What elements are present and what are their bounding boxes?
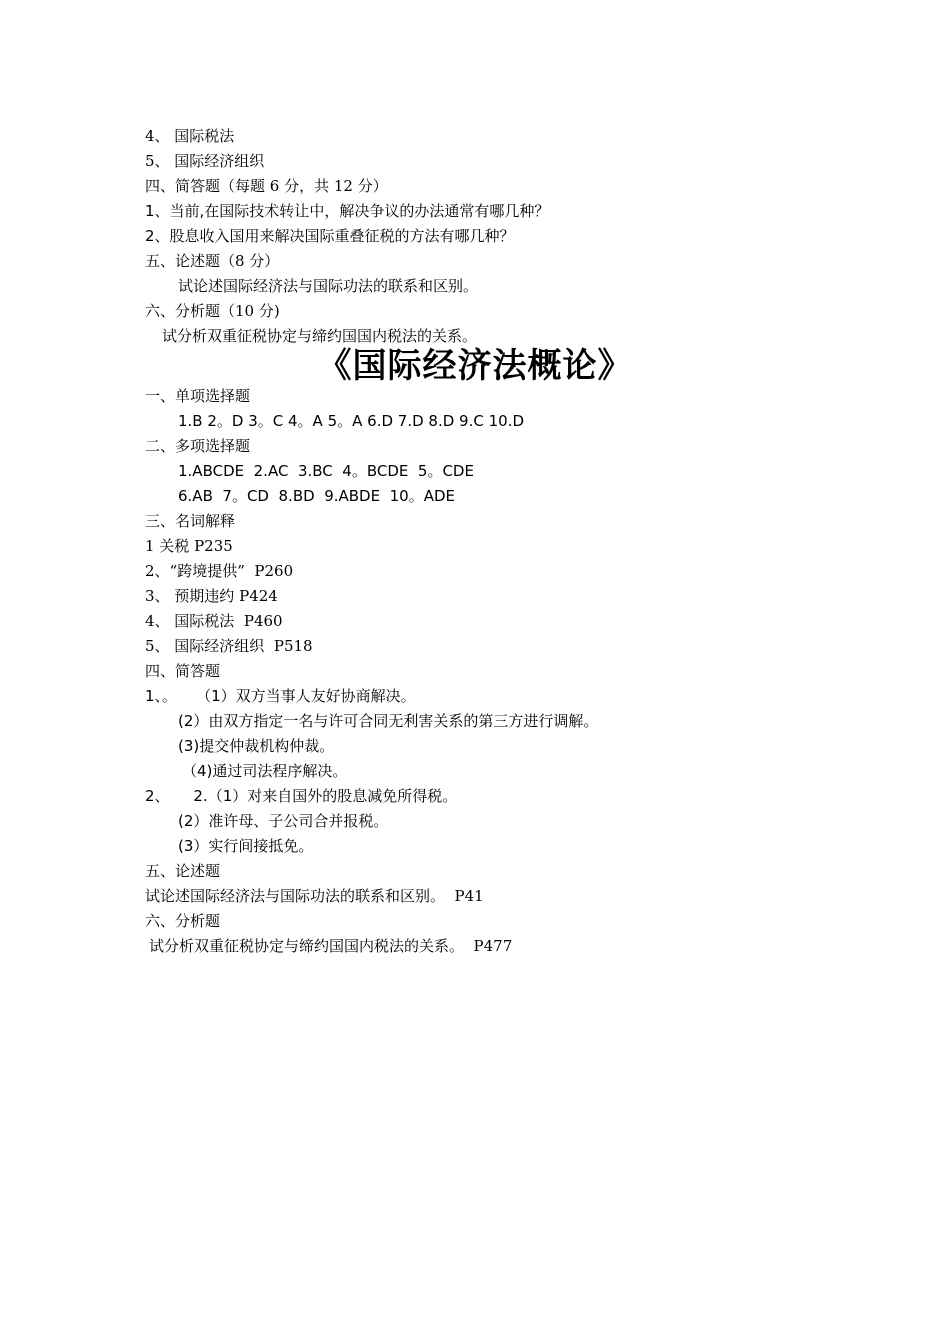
section-heading: 四、简答题 [145,662,221,680]
answer-line: 5、 国际经济组织 P518 [145,637,313,655]
answer-line: 2、 2.（1）对来自国外的股息减免所得税。 [145,787,458,805]
question-text: 试分析双重征税协定与缔约国国内税法的关系。 [162,327,478,345]
section-heading: 六、分析题 [145,912,221,930]
question-text: 2、股息收入国用来解决国际重叠征税的方法有哪几种？ [145,227,515,245]
text-line: 4、 国际税法 [145,127,235,145]
answer-line: 1、。 （1）双方当事人友好协商解决。 [145,687,416,705]
answer-line: (2）准许母、子公司合并报税。 [178,812,389,830]
answer-line: (3）实行间接抵免。 [178,837,314,855]
answer-line: 3、 预期违约 P424 [145,587,278,605]
answer-line: 试论述国际经济法与国际功法的联系和区别。 P41 [145,887,484,905]
answer-line: (3)提交仲裁机构仲裁。 [178,737,335,755]
answer-line: 1 关税 P235 [145,537,233,555]
section-heading: 六、分析题（10 分) [145,302,280,320]
section-heading: 五、论述题 [145,862,221,880]
answer-line: （4)通过司法程序解决。 [182,762,348,780]
answer-line: 1.B 2。D 3。C 4。A 5。A 6.D 7.D 8.D 9.C 10.D [178,412,525,430]
question-text: 1、当前,在国际技术转让中，解决争议的办法通常有哪几种？ [145,202,550,220]
question-text: 试论述国际经济法与国际功法的联系和区别。 [178,277,479,295]
answer-line: (2）由双方指定一名与许可合同无利害关系的第三方进行调解。 [178,712,599,730]
answer-line: 1.ABCDE 2.AC 3.BC 4。BCDE 5。CDE [178,462,474,480]
answer-line: 6.AB 7。CD 8.BD 9.ABDE 10。ADE [178,487,455,505]
section-heading: 四、简答题（每题 6 分，共 12 分） [145,177,388,195]
answer-line: 4、 国际税法 P460 [145,612,283,630]
section-heading: 三、名词解释 [145,512,236,530]
answer-line: 试分析双重征税协定与缔约国国内税法的关系。 P477 [149,937,513,955]
section-heading: 五、论述题（8 分） [145,252,280,270]
answer-line: 2、“跨境提供” P260 [145,562,294,580]
section-heading: 二、多项选择题 [145,437,251,455]
text-line: 5、 国际经济组织 [145,152,265,170]
document-title: 《国际经济法概论》 [317,346,633,386]
section-heading: 一、单项选择题 [145,387,251,405]
